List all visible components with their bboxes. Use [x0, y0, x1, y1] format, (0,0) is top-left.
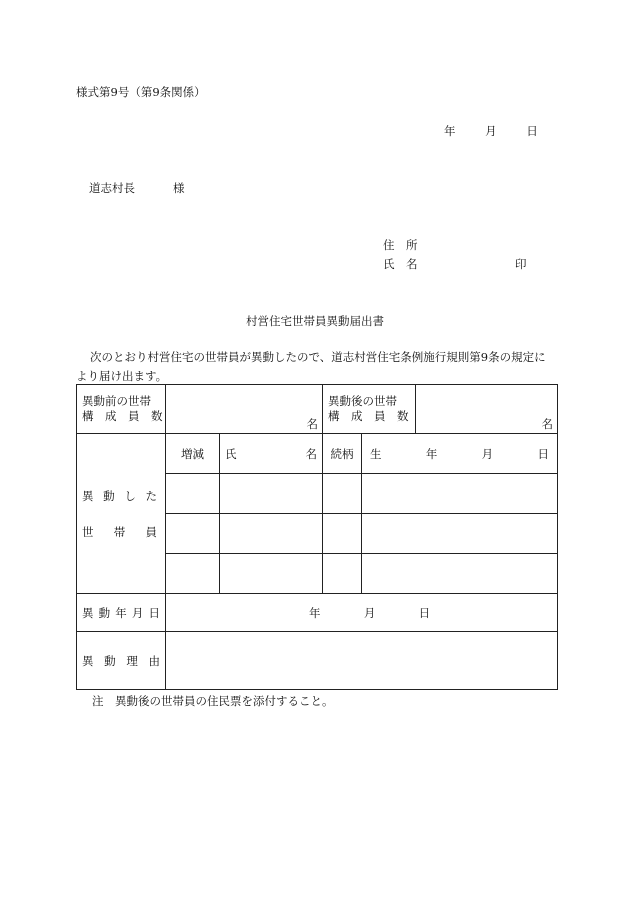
members-label-line2 — [77, 524, 165, 540]
body-text — [76, 348, 556, 386]
after-count-label — [323, 385, 416, 434]
seal-mark: 印 — [515, 257, 527, 271]
submission-date — [444, 123, 538, 139]
before-count-field[interactable] — [166, 385, 323, 434]
reason-label-char: 動 — [104, 653, 116, 668]
addressee-honorific: 様 — [173, 181, 185, 195]
before-count-label-line2: 構 成 員 数 — [82, 409, 163, 423]
change-date-month: 月 — [363, 605, 376, 620]
members-label-char: 異 — [82, 488, 94, 503]
members-label-char: 世 — [82, 524, 94, 539]
member-birthdate-cell[interactable] — [362, 474, 558, 514]
column-header-birthdate — [362, 434, 558, 474]
column-header-name-2: 名 — [305, 446, 317, 461]
form-number: 様式第9号（第9条関係） — [76, 85, 206, 99]
member-change-cell[interactable] — [166, 514, 220, 554]
date-day: 日 — [526, 124, 538, 138]
member-relation-cell[interactable] — [323, 554, 362, 594]
column-header-relation: 続柄 — [323, 434, 362, 474]
footnote: 注 異動後の世帯員の住民票を添付すること。 — [92, 694, 334, 708]
member-birthdate-cell[interactable] — [362, 514, 558, 554]
body-text-content: 次のとおり村営住宅の世帯員が異動したので、道志村営住宅条例施行規則第9条の規定により届け出ます。 — [76, 350, 546, 383]
members-label-line1 — [77, 488, 165, 504]
member-birthdate-cell[interactable] — [362, 554, 558, 594]
members-label — [77, 434, 166, 594]
birth-char: 月 — [481, 446, 494, 461]
member-name-cell[interactable] — [220, 554, 323, 594]
date-label-char: 動 — [98, 605, 111, 620]
member-relation-cell[interactable] — [323, 474, 362, 514]
addressee — [89, 180, 185, 196]
birth-char: 生 — [370, 446, 382, 461]
member-change-cell[interactable] — [166, 474, 220, 514]
date-label-char: 年 — [115, 605, 127, 620]
date-month: 月 — [485, 124, 497, 138]
after-count-unit: 名 — [541, 417, 553, 431]
change-reason-field[interactable] — [166, 632, 558, 690]
members-label-char: た — [145, 488, 157, 503]
members-label-char: し — [124, 488, 136, 503]
before-count-label — [77, 385, 166, 434]
member-change-table — [76, 384, 558, 690]
before-count-label-line1: 異動前の世帯 — [82, 394, 151, 408]
address-label: 住 所 — [383, 238, 418, 252]
change-date-day: 日 — [418, 605, 431, 620]
reason-label-char: 由 — [148, 653, 160, 668]
members-label-char: 動 — [103, 488, 115, 503]
birth-char: 日 — [537, 446, 549, 461]
member-change-cell[interactable] — [166, 554, 220, 594]
after-count-label-line1: 異動後の世帯 — [328, 394, 397, 408]
before-count-unit: 名 — [306, 417, 318, 431]
after-count-field[interactable] — [416, 385, 558, 434]
change-date-field[interactable] — [166, 594, 558, 632]
name-label: 氏 名 — [383, 257, 418, 271]
birth-char: 年 — [425, 446, 438, 461]
members-label-char: 員 — [145, 524, 157, 539]
date-label-char: 日 — [148, 605, 160, 620]
after-count-label-line2: 構 成 員 数 — [328, 409, 409, 423]
column-header-name — [220, 434, 323, 474]
change-date-label — [77, 594, 166, 632]
column-header-name-1: 氏 — [225, 446, 237, 461]
change-reason-label — [77, 632, 166, 690]
members-label-char: 帯 — [113, 524, 126, 539]
column-header-change: 増減 — [166, 434, 220, 474]
addressee-name: 道志村長 — [89, 181, 135, 195]
document-title: 村営住宅世帯員異動届出書 — [246, 314, 384, 328]
date-label-char: 月 — [131, 605, 144, 620]
member-relation-cell[interactable] — [323, 514, 362, 554]
member-name-cell[interactable] — [220, 514, 323, 554]
date-label-char: 異 — [82, 605, 94, 620]
date-year: 年 — [444, 124, 456, 138]
change-date-year: 年 — [309, 605, 321, 620]
reason-label-char: 理 — [126, 653, 138, 668]
reason-label-char: 異 — [82, 653, 94, 668]
member-name-cell[interactable] — [220, 474, 323, 514]
